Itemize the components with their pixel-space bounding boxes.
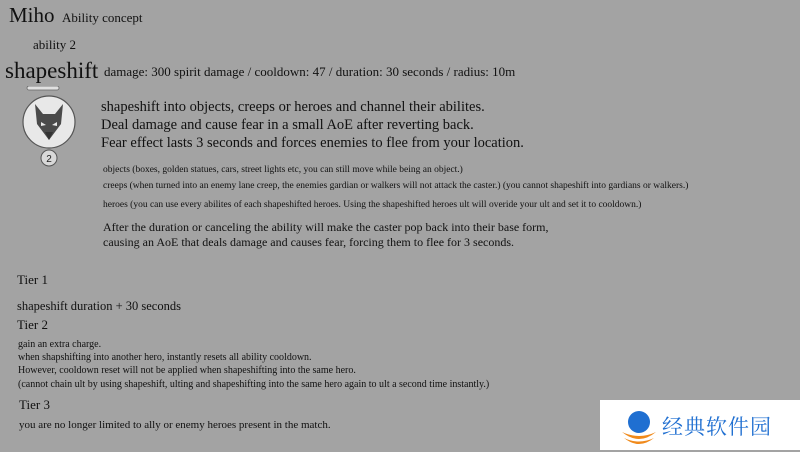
- tier-3-text: you are no longer limited to ally or enemy heroes present in the match.: [19, 419, 331, 431]
- description-line: Deal damage and cause fear in a small AoE after reverting back.: [101, 117, 474, 133]
- tier-3-label: Tier 3: [19, 397, 50, 412]
- after-line: causing an AoE that deals damage and causes fear, forcing them to flee for 3 seconds.: [103, 235, 515, 249]
- tier-2-line: gain an extra charge.: [18, 339, 102, 350]
- watermark: [600, 400, 800, 450]
- detail-creeps: [103, 181, 688, 191]
- description-line: Fear effect lasts 3 seconds and forces enemies to flee from your location.: [101, 135, 524, 151]
- detail-creeps-note: (you cannot shapeshift into gardians or walkers.): [500, 181, 689, 191]
- tier-2-line: (cannot chain ult by using shapeshift, ulting and shapeshifting into the same hero again to ult a second time instantly.): [18, 379, 490, 390]
- after-line: After the duration or canceling the ability will make the caster pop back into their base form,: [103, 220, 549, 234]
- detail-objects: objects (boxes, golden statues, cars, street lights etc, you can still move while being an object.): [103, 165, 463, 175]
- icon-badge: 2: [46, 154, 52, 165]
- watermark-logo-icon: [614, 402, 664, 452]
- ability-stats: damage: 300 spirit damage / cooldown: 47 / duration: 30 seconds / radius: 10m: [104, 64, 516, 79]
- ability-number-label: ability 2: [33, 37, 76, 52]
- ability-name: shapeshift: [5, 58, 99, 83]
- concept-label: Ability concept: [62, 10, 143, 25]
- tier-2-line: when shapshifting into another hero, instantly resets all ability cooldown.: [18, 352, 312, 363]
- description-line: shapeshift into objects, creeps or heroes and channel their abilites.: [101, 99, 485, 115]
- detail-creeps-main: creeps (when turned into an enemy lane creep, the enemies gardian or walkers will not attack the caster.): [103, 181, 501, 191]
- tier-2-line: However, cooldown reset will not be applied when shapeshifting into the same hero.: [18, 365, 356, 376]
- tier-2-label: Tier 2: [17, 317, 48, 332]
- tier-1-label: Tier 1: [17, 272, 48, 287]
- fox-head-icon: [21, 86, 81, 170]
- ability-icon: [21, 86, 81, 170]
- tier-1-text: shapeshift duration + 30 seconds: [17, 299, 181, 313]
- detail-heroes: heroes (you can use every abilites of each shapeshifted heroes. Using the shapeshifted heroes ult will overide your ult and set it to cooldown.): [103, 200, 642, 210]
- hero-name: Miho: [9, 3, 55, 27]
- watermark-text: 经典软件园: [662, 415, 772, 439]
